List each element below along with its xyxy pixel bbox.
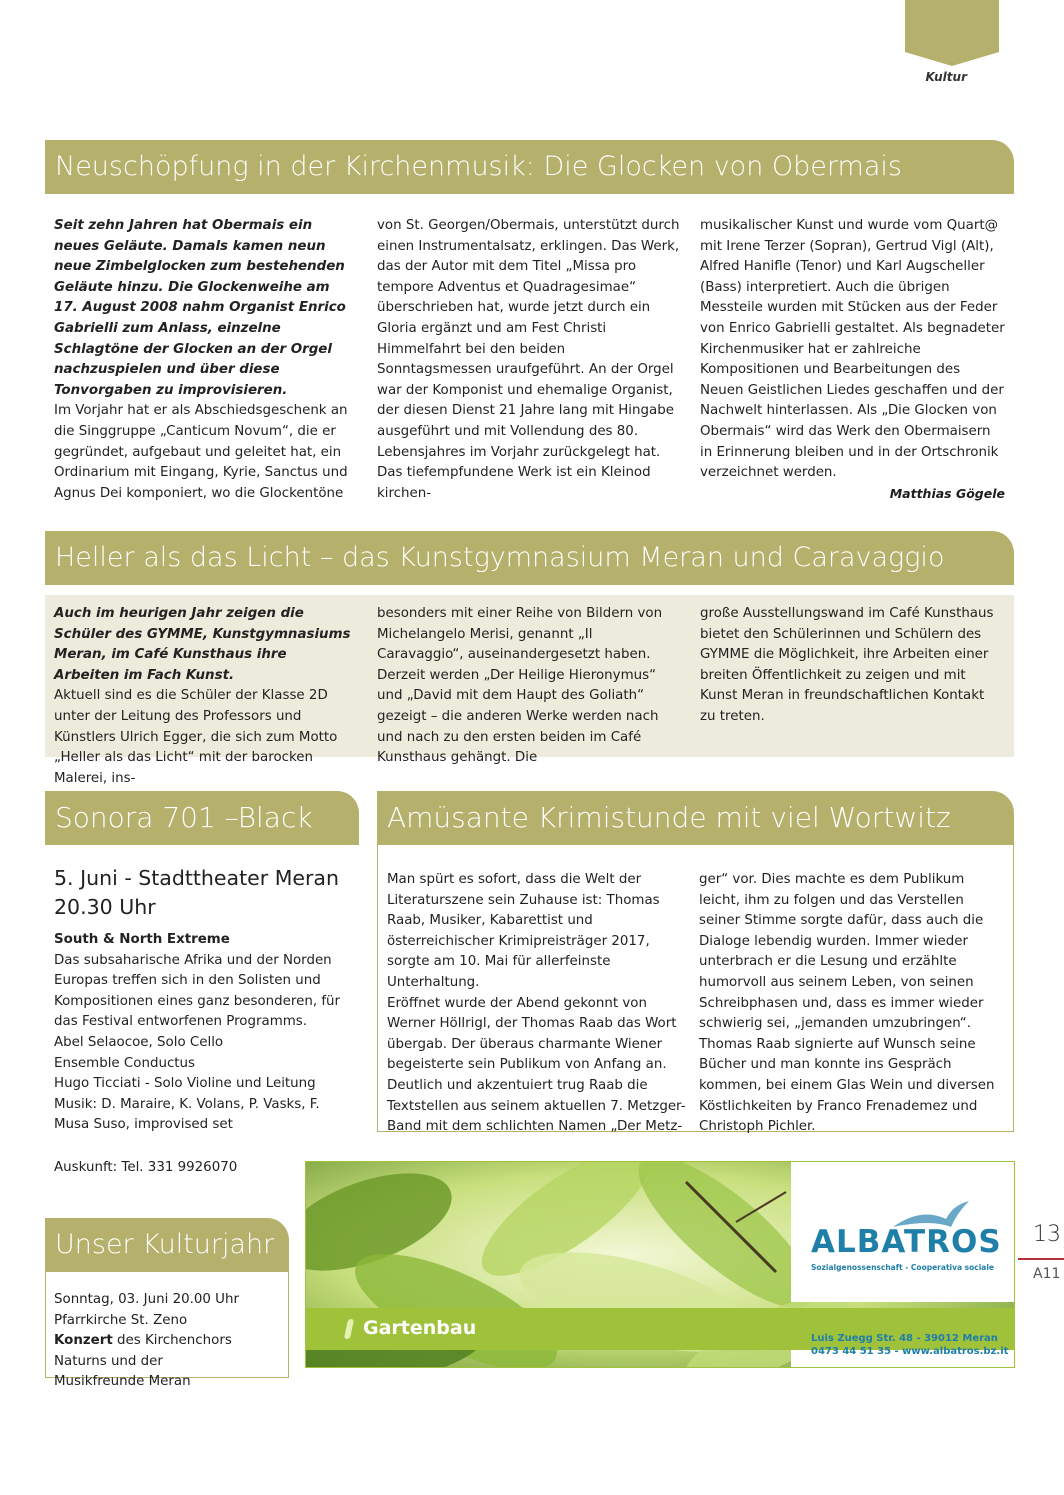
article4-title-bar bbox=[377, 791, 1014, 845]
section-label: Kultur bbox=[925, 70, 967, 84]
article1-title-bar bbox=[45, 140, 1014, 194]
article1-col2-text: von St. Georgen/Obermais, unterstützt durch einen Instrumentalsatz, erklingen. Das Werk, das der Autor mit dem Titel „Missa pro tempore Adventus et Quadragesimae“ überschrieben hat, wurde jetzt durch ein Gloria ergänzt und am Fest Christi Himmelfahrt bei den beiden Sonntagsmessen uraufgeführt. An der Orgel war der Komponist und ehemalige Organist, der diesen Dienst 21 Jahre lang mit Hingabe ausgeführt und mit Vollendung des 80. Lebensjahres im Vorjahr zurückgelegt hat. Das tiefempfundene Werk ist ein Kleinod kirchen- bbox=[377, 218, 680, 501]
article5-line3 bbox=[54, 1331, 284, 1352]
article3-time: 20.30 Uhr bbox=[54, 895, 156, 919]
article5-line3-rest: des Kirchenchors bbox=[112, 1333, 232, 1349]
article3-title-bar bbox=[45, 791, 359, 845]
article3-info: Auskunft: Tel. 331 9926070 bbox=[54, 1160, 238, 1175]
section-tab bbox=[905, 0, 999, 52]
page-number: 13 bbox=[1033, 1222, 1061, 1247]
article2-col2 bbox=[377, 604, 680, 769]
albatros-address: Luis Zuegg Str. 48 - 39012 Meran bbox=[811, 1333, 998, 1344]
article5-line1: Sonntag, 03. Juni 20.00 Uhr bbox=[54, 1292, 239, 1307]
article2-lead: Auch im heurigen Jahr zeigen die Schüler des GYMME, Kunstgymnasiums Meran, im Café Kunsthaus ihre Arbeiten im Fach Kunst. bbox=[54, 606, 351, 683]
article2-title: Heller als das Licht – das Kunstgymnasium Meran und Caravaggio bbox=[55, 542, 945, 573]
article1-col3 bbox=[700, 216, 1006, 484]
albatros-tagline: Sozialgenossenschaft - Cooperativa sociale bbox=[811, 1263, 995, 1272]
article5-line2: Pfarrkirche St. Zeno bbox=[54, 1312, 188, 1328]
article5-bold-word: Konzert bbox=[54, 1333, 113, 1349]
section-tab-point bbox=[905, 52, 999, 66]
article3-line3: Hugo Ticciati - Solo Violine und Leitung bbox=[54, 1076, 316, 1092]
article5-line4: Naturns und der bbox=[54, 1353, 163, 1369]
article4-col2-text: ger“ vor. Dies machte es dem Publikum leicht, ihm zu folgen und das Verstellen seiner Stimme sorgte dafür, dass auch die Dialoge lebendig wurden. Immer wieder unterbrach er die Lesung und erzählte humorvoll aus seinem Leben, von seinen Schreibphasen und, dass es immer wieder schwierig sei, „jemanden umzubringen“. Thomas Raab signierte auf Wunsch seine Bücher und man konnte ins Gespräch kommen, bei einem Glas Wein und diversen Köstlichkeiten by Franco Frenademez und Christoph Pichler. bbox=[699, 872, 995, 1135]
article1-author: Matthias Gögele bbox=[889, 486, 1005, 501]
article3-body bbox=[54, 930, 346, 1136]
article3-subtitle: South & North Extreme bbox=[54, 932, 230, 947]
article3-line2: Ensemble Conductus bbox=[54, 1055, 196, 1071]
page-number-divider bbox=[1018, 1258, 1064, 1260]
article2-col1-text: Aktuell sind es die Schüler der Klasse 2D unter der Leitung des Professors und Künstlers Ulrich Egger, die sich zum Motto „Heller als das Licht“ mit der barocken Malerei, ins- bbox=[54, 688, 338, 786]
article1-col3-text: musikalischer Kunst und wurde vom Quart@ mit Irene Terzer (Sopran), Gertrud Vigl (Alt), Alfred Hanifle (Tenor) und Karl Augscheller (Bass) interpretiert. Auch die übrigen Messteile wurden mit Stücken aus der Feder von Enrico Gabrielli gestaltet. Als begnadeter Kirchenmusiker hat er zahlreiche Kompositionen und Bearbeitungen des Neuen Geistlichen Liedes geschaffen und der Nachwelt hinterlassen. Als „Die Glocken von Obermais“ wird das Werk den Obermaisern in Erinnerung bleiben und in der Ortschronik verzeichnet werden. bbox=[700, 218, 1005, 481]
article2-title-bar bbox=[45, 531, 1014, 585]
article4-title: Amüsante Krimistunde mit viel Wortwitz bbox=[387, 801, 951, 834]
article4-col1 bbox=[387, 870, 687, 1138]
article1-col2 bbox=[377, 216, 680, 504]
article5-body bbox=[54, 1290, 284, 1393]
article3-title: Sonora 701 –Black bbox=[55, 801, 313, 834]
article4-col1b-text: Eröffnet wurde der Abend gekonnt von Werner Höllrigl, der Thomas Raab das Wort übergab. Der überaus charmante Wiener begeisterte sein Publikum von Anfang an. Deutlich und akzentuiert trug Raab die Textstellen aus seinem aktuellen 7. Metzger-Band mit dem schlichten Namen „Der Metz- bbox=[387, 995, 686, 1135]
article3-line1: Abel Selaocoe, Solo Cello bbox=[54, 1034, 224, 1050]
article4-col1-text: Man spürt es sofort, dass die Welt der Literaturszene sein Zuhause ist: Thomas Raab, Musiker, Kabarettist und österreichischer Krimipreisträger 2017, sorgte am 10. Mai für allerfeinste Unterhaltung. bbox=[387, 872, 660, 990]
article2-col1 bbox=[54, 604, 354, 789]
article5-title: Unser Kulturjahr bbox=[55, 1229, 275, 1260]
article1-title: Neuschöpfung in der Kirchenmusik: Die Glocken von Obermais bbox=[55, 151, 902, 182]
article1-col1-text: Im Vorjahr hat er als Abschiedsgeschenk an die Singgruppe „Canticum Novum“, die er gegründet, aufgebaut und geleitet hat, ein Ordinarium mit Eingang, Kyrie, Sanctus und Agnus Dei komponiert, wo die Glockentöne bbox=[54, 403, 348, 501]
article3-line4: Musik: D. Maraire, K. Volans, P. Vasks, F. Musa Suso, improvised set bbox=[54, 1096, 320, 1133]
article5-title-bar bbox=[45, 1218, 289, 1272]
albatros-contact: 0473 44 51 35 - www.albatros.bz.it bbox=[811, 1346, 1009, 1357]
article3-body-text: Das subsaharische Afrika und der Norden Europas treffen sich in den Solisten und Kompositionen eines ganz besonderen, für das Festival entworfenen Programms. bbox=[54, 952, 341, 1030]
article1-lead: Seit zehn Jahren hat Obermais ein neues Geläute. Damals kamen neun neue Zimbelglocken zum bestehenden Geläute hinzu. Die Glockenweihe am 17. August 2008 nahm Organist Enrico Gabrielli zum Anlass, einzelne Schlagtöne der Glocken an der Orgel nachzuspielen und über diese Tonvorgaben zu improvisieren. bbox=[54, 218, 346, 398]
article2-col2-text: besonders mit einer Reihe von Bildern von Michelangelo Merisi, genannt „Il Caravaggio“, auseinandergesetzt haben. Derzeit werden „Der Heilige Hieronymus“ und „David mit dem Haupt des Goliath“ gezeigt – die anderen Werke werden nach und nach zu den ersten beiden im Café Kunsthaus gehängt. Die bbox=[377, 606, 663, 766]
article4-col2 bbox=[699, 870, 1007, 1138]
albatros-advertisement[interactable] bbox=[305, 1161, 1015, 1368]
article2-col3 bbox=[700, 604, 1000, 728]
article2-col3-text: große Ausstellungswand im Café Kunsthaus bietet den Schülerinnen und Schülern des GYMME die Möglichkeit, ihre Arbeiten einer breiten Öffentlichkeit zu zeigen und mit Kunst Meran in freundschaftlichen Kontakt zu treten. bbox=[700, 606, 994, 724]
page-code: A11 bbox=[1033, 1266, 1061, 1282]
albatros-brand: ALBATROS bbox=[811, 1224, 1002, 1260]
article1-col1 bbox=[54, 216, 354, 504]
gartenbau-label: Gartenbau bbox=[363, 1317, 477, 1339]
article5-line5: Musikfreunde Meran bbox=[54, 1374, 191, 1390]
article3-date-venue: 5. Juni - Stadttheater Meran bbox=[54, 866, 339, 890]
